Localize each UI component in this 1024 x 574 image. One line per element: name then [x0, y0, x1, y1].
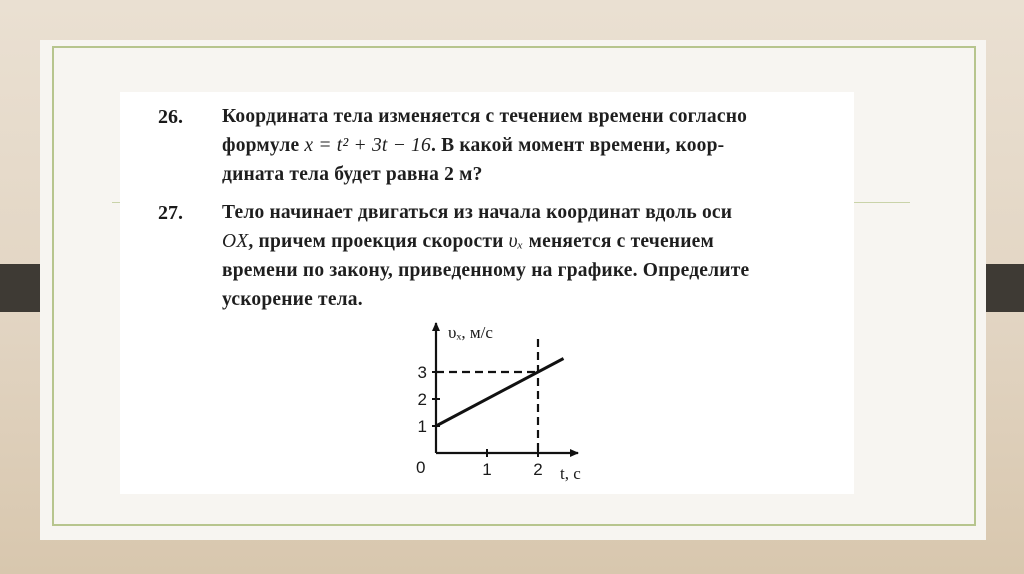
origin-label: 0	[416, 458, 426, 477]
problem-text-line: дината тела будет равна 2 м?	[222, 164, 483, 185]
velocity-graph-svg	[402, 317, 592, 487]
problem-text-line: Тело начинает двигаться из начала координат вдоль оси	[222, 202, 733, 223]
problem-text-line: формуле x = t² + 3t − 16. В какой момент времени, коор-	[222, 135, 725, 156]
axis-name: OX	[222, 231, 249, 252]
velocity-symbol: υₓ	[508, 231, 524, 252]
y-tick-label: 1	[417, 417, 427, 436]
problem-number: 26.	[158, 106, 183, 128]
y-tick-label: 3	[417, 363, 427, 382]
x-axis-label: t, с	[560, 464, 581, 483]
problem-number: 27.	[158, 202, 183, 224]
y-axis-label: υₓ, м/с	[448, 323, 493, 342]
problem-text-line: Координата тела изменяется с течением времени согласно	[222, 106, 748, 127]
velocity-graph	[402, 317, 592, 487]
problem-sheet	[120, 92, 854, 494]
problem-text-line: ускорение тела.	[222, 289, 363, 310]
problem-text-line: времени по закону, приведенному на графике. Определите	[222, 260, 750, 281]
x-tick-label: 1	[482, 460, 492, 479]
problem-text-line: OX, причем проекция скорости υₓ меняется с течением	[222, 231, 715, 252]
y-tick-label: 2	[417, 390, 427, 409]
formula: x = t² + 3t − 16	[304, 135, 431, 156]
velocity-line	[436, 359, 564, 427]
x-tick-label: 2	[533, 460, 543, 479]
